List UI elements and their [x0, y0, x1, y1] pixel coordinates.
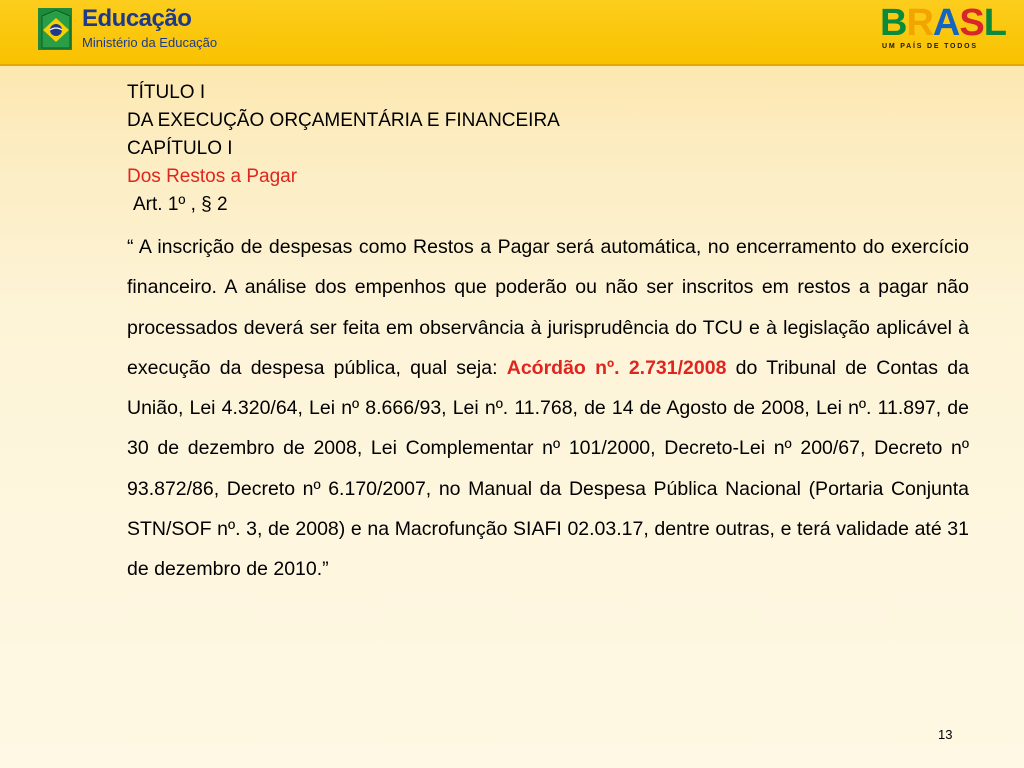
brasil-letter: S	[959, 2, 984, 44]
brasil-letter: B	[880, 2, 907, 44]
brasil-letter: R	[906, 2, 933, 44]
mec-title: Educação	[82, 5, 192, 32]
mec-subtitle: Ministério da Educação	[82, 35, 218, 50]
mec-logo	[34, 2, 218, 60]
chapter-label: CAPÍTULO I	[127, 138, 233, 159]
article-reference: Art. 1º , § 2	[133, 194, 228, 215]
brasil-slogan: UM PAÍS DE TODOS	[882, 43, 978, 50]
page-number: 13	[938, 727, 953, 742]
header-banner	[0, 0, 1024, 66]
mec-emblem-icon	[36, 4, 76, 54]
acordao-highlight: Acórdão nº. 2.731/2008	[506, 356, 727, 379]
slide-content	[127, 79, 969, 590]
paragraph-text-before: “ A inscrição de despesas como Restos a Pagar será automática, no encerramento do exercício financeiro. A análise dos empenhos que poderão ou não ser inscritos em restos a pagar não processados deverá ser feita em observância à jurisprudência do TCU e à legislação aplicável à execução da despesa pública, qual seja:	[127, 236, 969, 379]
quoted-paragraph	[127, 227, 969, 590]
title-name: DA EXECUÇÃO ORÇAMENTÁRIA E FINANCEIRA	[127, 110, 560, 131]
chapter-name: Dos Restos a Pagar	[127, 166, 298, 187]
brasil-letter: A	[932, 2, 960, 44]
paragraph-text-after: do Tribunal de Contas da União, Lei 4.320/64, Lei nº 8.666/93, Lei nº. 11.768, de 14 de Agosto de 2008, Lei nº. 11.897, de 30 de dezembro de 2008, Lei Complementar nº 101/2000, Decreto-Lei nº 200/67, Decreto nº 93.872/86, Decreto nº 6.170/2007, no Manual da Despesa Pública Nacional (Portaria Conjunta STN/SOF nº. 3, de 2008) e na Macrofunção SIAFI 02.03.17, dentre outras, e terá validade até 31 de dezembro de 2010.”	[127, 356, 969, 581]
title-label: TÍTULO I	[127, 82, 206, 103]
brasil-logo	[880, 2, 1006, 58]
brasil-wordmark	[880, 2, 1006, 45]
brasil-letter: L	[983, 2, 1006, 44]
